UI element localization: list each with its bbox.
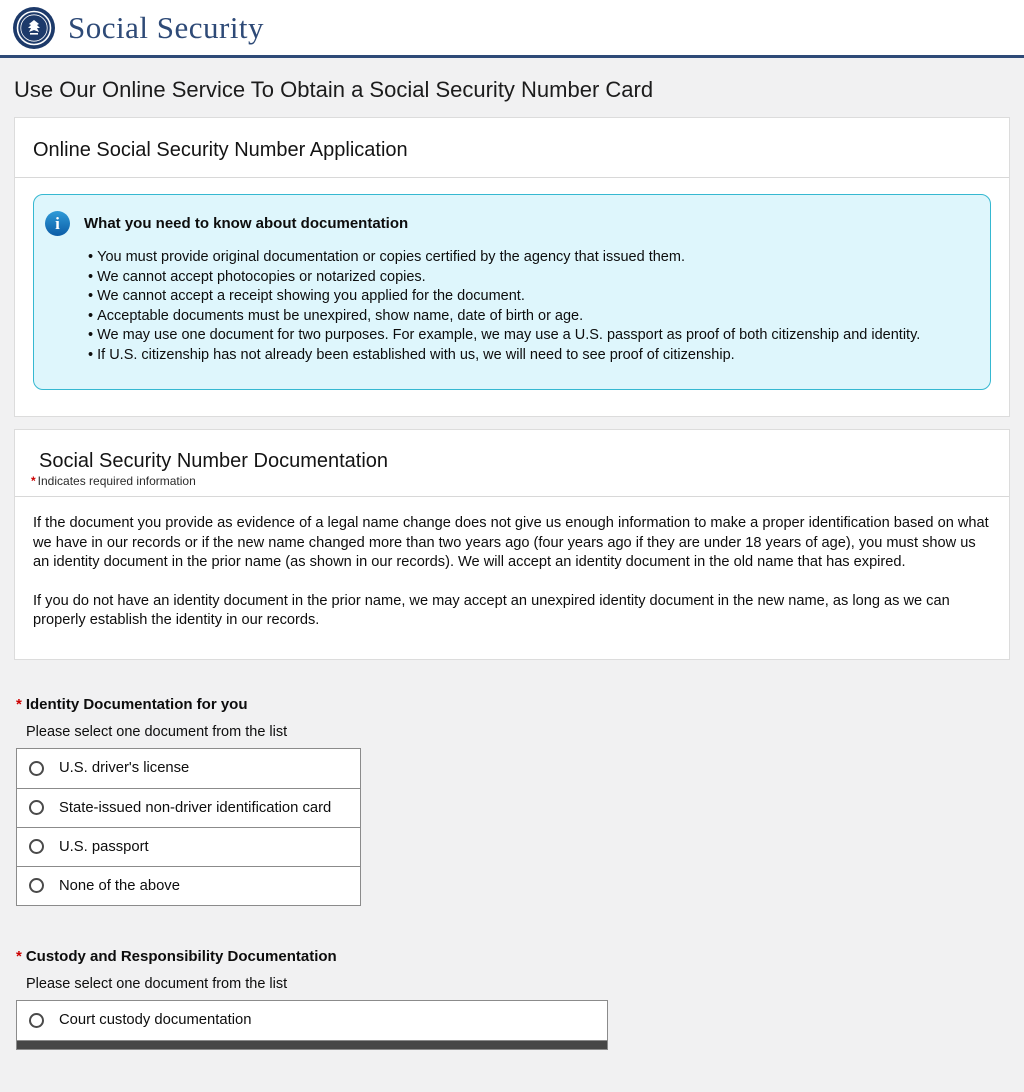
identity-option-drivers-license[interactable] bbox=[17, 749, 360, 788]
application-card-header bbox=[15, 118, 1009, 178]
documentation-paragraph: If the document you provide as evidence of a legal name change does not give us enough information to make a proper identification based on what we have in our records or if the new name changed more than two years ago (four years ago if they are under 18 years of age), you must show us an identity document in the prior name (as shown in our records). We will accept an identity document in the old name that has expired. bbox=[33, 515, 989, 570]
custody-label-text: Custody and Responsibility Documentation bbox=[25, 947, 337, 965]
radio-button-icon[interactable] bbox=[29, 839, 44, 854]
custody-option-court-custody[interactable] bbox=[17, 1001, 607, 1040]
info-bullet: • If U.S. citizenship has not already been established with us, we will need to see proof of citizenship. bbox=[88, 346, 968, 366]
info-bullet: • We cannot accept a receipt showing you applied for the document. bbox=[88, 287, 968, 307]
documentation-card-title: Social Security Number Documentation bbox=[39, 450, 389, 472]
radio-button-icon[interactable] bbox=[29, 878, 44, 893]
info-icon: i bbox=[45, 211, 70, 236]
required-indicator-note bbox=[31, 474, 991, 488]
info-bullet-list bbox=[84, 248, 968, 365]
documentation-card-body bbox=[15, 497, 1009, 659]
custody-option-cutoff-row[interactable] bbox=[17, 1040, 607, 1049]
identity-option-passport[interactable] bbox=[17, 827, 360, 866]
documentation-card-header bbox=[15, 430, 1009, 497]
identity-option-none[interactable] bbox=[17, 866, 360, 905]
info-bullet: • Acceptable documents must be unexpired, show name, date of birth or age. bbox=[88, 307, 968, 327]
custody-field-label bbox=[16, 948, 1008, 965]
custody-section bbox=[16, 948, 1008, 1050]
option-label: None of the above bbox=[59, 877, 180, 894]
option-label: Court custody documentation bbox=[59, 1012, 252, 1028]
required-asterisk: * bbox=[31, 474, 36, 488]
identity-label-text: Identity Documentation for you bbox=[25, 695, 248, 713]
info-bullet: • You must provide original documentation or copies certified by the agency that issued them. bbox=[88, 248, 968, 268]
option-label: State-issued non-driver identification card bbox=[59, 799, 332, 816]
info-bullet: • We may use one document for two purposes. For example, we may use a U.S. passport as proof of both citizenship and identity. bbox=[88, 326, 968, 346]
radio-button-icon[interactable] bbox=[29, 800, 44, 815]
required-asterisk: * bbox=[16, 947, 22, 965]
brand-title: Social Security bbox=[68, 9, 265, 45]
custody-instruction: Please select one document from the list bbox=[26, 975, 288, 992]
identity-section bbox=[16, 696, 1008, 906]
header bbox=[0, 0, 1024, 58]
custody-options-list bbox=[16, 1000, 608, 1050]
option-label: U.S. driver's license bbox=[59, 760, 190, 776]
required-asterisk: * bbox=[16, 695, 22, 713]
option-label: U.S. passport bbox=[59, 838, 149, 855]
info-box-title: What you need to know about documentation bbox=[84, 215, 409, 232]
documentation-paragraph: If you do not have an identity document in the prior name, we may accept an unexpired identity document in the new name, as long as we can properly establish the identity in our records. bbox=[33, 592, 950, 628]
identity-options-list bbox=[16, 748, 361, 906]
identity-instruction: Please select one document from the list bbox=[26, 723, 288, 740]
radio-button-icon[interactable] bbox=[29, 1013, 44, 1028]
info-bullet: • We cannot accept photocopies or notarized copies. bbox=[88, 268, 968, 288]
application-card-body bbox=[15, 178, 1009, 416]
application-card bbox=[14, 117, 1010, 417]
radio-button-icon[interactable] bbox=[29, 761, 44, 776]
required-note-text: Indicates required information bbox=[37, 474, 196, 488]
identity-field-label bbox=[16, 696, 1008, 713]
documentation-card bbox=[14, 429, 1010, 660]
ssa-seal-icon bbox=[12, 6, 56, 50]
application-card-title: Online Social Security Number Application bbox=[33, 139, 408, 161]
page-title: Use Our Online Service To Obtain a Social Security Number Card bbox=[14, 77, 654, 102]
info-box bbox=[33, 194, 991, 390]
identity-option-state-id[interactable] bbox=[17, 788, 360, 827]
